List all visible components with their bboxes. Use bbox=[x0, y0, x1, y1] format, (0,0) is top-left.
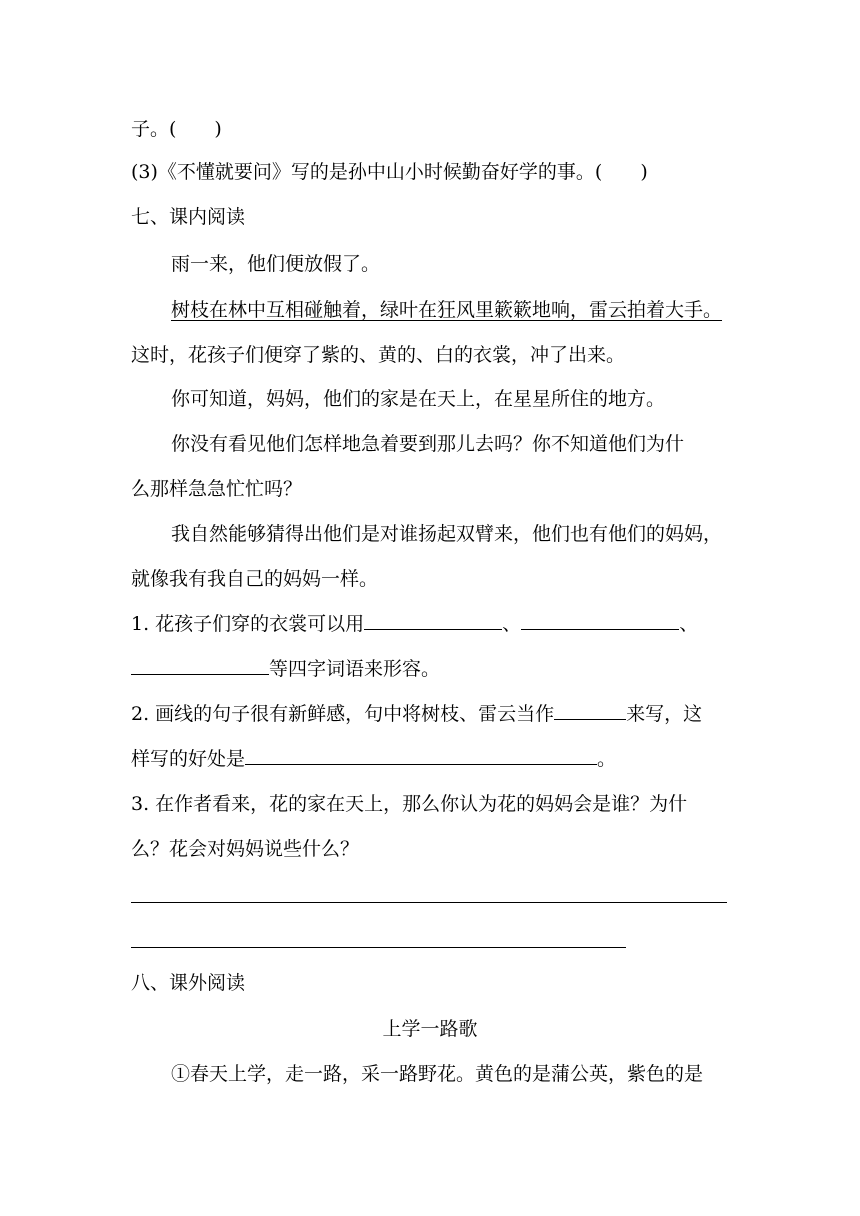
answer-blank[interactable] bbox=[245, 746, 597, 765]
article-paragraph: ①春天上学，走一路，采一路野花。黄色的是蒲公英，紫色的是 bbox=[171, 1063, 704, 1085]
question-1-suffix: 等四字词语来形容。 bbox=[269, 658, 441, 680]
passage-paragraph: 这时，花孩子们便穿了紫的、黄的、白的衣裳，冲了出来。 bbox=[131, 344, 626, 366]
question-2-line bbox=[131, 746, 616, 772]
question-2-prompt: 样写的好处是 bbox=[131, 748, 246, 770]
separator: 、 bbox=[502, 613, 522, 635]
question-1-line bbox=[131, 611, 698, 637]
passage-paragraph: 你可知道，妈妈，他们的家是在天上，在星星所住的地方。 bbox=[171, 388, 666, 410]
question-1-line bbox=[131, 656, 440, 682]
passage-paragraph: 你没有看见他们怎样地急着要到那儿去吗？你不知道他们为什 bbox=[171, 433, 685, 455]
question-2-prompt: 2. 画线的句子很有新鲜感，句中将树枝、雷云当作 bbox=[131, 703, 555, 725]
passage-paragraph: 雨一来，他们便放假了。 bbox=[171, 253, 381, 275]
section-7-heading: 七、课内阅读 bbox=[131, 206, 246, 228]
question-2-line bbox=[131, 701, 702, 727]
answer-line[interactable] bbox=[131, 947, 626, 948]
question-1-prompt: 1. 花孩子们穿的衣裳可以用 bbox=[131, 613, 365, 635]
question-2-suffix: 。 bbox=[597, 748, 617, 770]
question-3-line: (3)《不懂就要问》写的是孙中山小时候勤奋好学的事。( ) bbox=[131, 161, 648, 183]
separator: 、 bbox=[679, 613, 699, 635]
answer-blank[interactable] bbox=[131, 656, 269, 675]
question-3-line: 3. 在作者看来，花的家在天上，那么你认为花的妈妈会是谁？为什 bbox=[131, 793, 688, 815]
answer-blank[interactable] bbox=[364, 611, 502, 630]
passage-paragraph: 我自然能够猜得出他们是对谁扬起双臂来，他们也有他们的妈妈， bbox=[171, 523, 723, 545]
underlined-sentence: 树枝在林中互相碰触着，绿叶在狂风里簌簌地响，雷云拍着大手。 bbox=[171, 299, 723, 321]
answer-line[interactable] bbox=[131, 902, 727, 903]
answer-blank[interactable] bbox=[554, 701, 626, 720]
question-3-line: 么？花会对妈妈说些什么？ bbox=[131, 838, 360, 860]
question-2-suffix: 来写，这 bbox=[626, 703, 703, 725]
article-title: 上学一路歌 bbox=[382, 1018, 478, 1040]
answer-blank[interactable] bbox=[521, 611, 679, 630]
passage-paragraph: 就像我有我自己的妈妈一样。 bbox=[131, 568, 379, 590]
section-8-heading: 八、课外阅读 bbox=[131, 972, 246, 994]
text-line: 子。( ) bbox=[131, 118, 222, 140]
passage-paragraph: 么那样急急忙忙吗？ bbox=[131, 478, 303, 500]
